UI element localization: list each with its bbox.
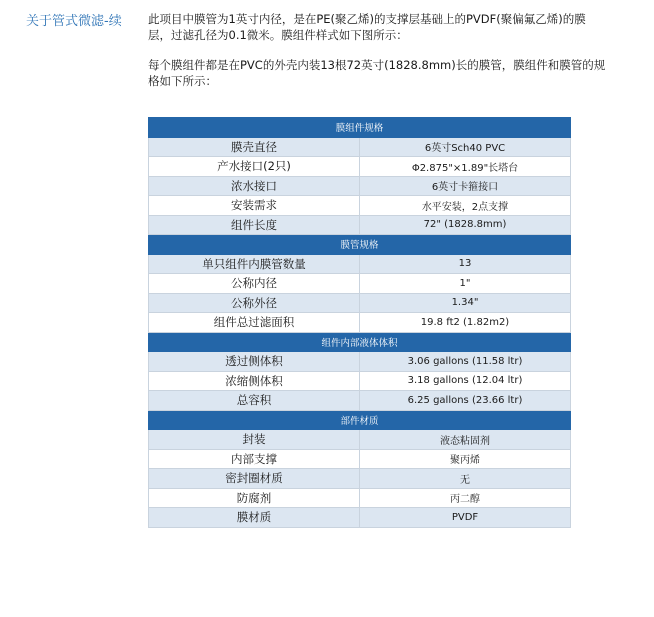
row-value: 19.8 ft2 (1.82m2): [360, 313, 571, 333]
table-row: [149, 157, 571, 177]
group-header-row: [149, 410, 571, 430]
row-value: 13: [360, 254, 571, 274]
row-value: Φ2.875"×1.89"长塔台: [360, 157, 571, 177]
row-label: 密封圈材质: [149, 469, 360, 489]
row-value: 3.18 gallons (12.04 ltr): [360, 371, 571, 391]
intro-paragraph-1: 此项目中膜管为1英寸内径，是在PE(聚乙烯)的支撑层基础上的PVDF(聚偏氟乙烯)的膜层，过滤孔径为0.1微米。膜组件样式如下图所示：: [148, 12, 586, 42]
table-row: [149, 254, 571, 274]
row-label: 组件总过滤面积: [149, 313, 360, 333]
spec-table-body: [149, 118, 571, 528]
row-label: 单只组件内膜管数量: [149, 254, 360, 274]
table-row: [149, 508, 571, 528]
spec-table: [148, 117, 571, 528]
row-value: 液态粘固剂: [360, 430, 571, 450]
group-header-row: [149, 332, 571, 352]
row-label: 膜壳直径: [149, 137, 360, 157]
table-row: [149, 215, 571, 235]
row-value: 6英寸Sch40 PVC: [360, 137, 571, 157]
group-header-row: [149, 235, 571, 255]
row-label: 产水接口(2只): [149, 157, 360, 177]
table-row: [149, 352, 571, 372]
row-label: 透过侧体积: [149, 352, 360, 372]
row-label: 总容积: [149, 391, 360, 411]
table-row: [149, 293, 571, 313]
row-value: 72" (1828.8mm): [360, 215, 571, 235]
row-value: 聚丙烯: [360, 449, 571, 469]
table-row: [149, 274, 571, 294]
row-label: 内部支撑: [149, 449, 360, 469]
table-row: [149, 137, 571, 157]
row-label: 安装需求: [149, 196, 360, 216]
row-value: 无: [360, 469, 571, 489]
row-label: 组件长度: [149, 215, 360, 235]
row-value: 1.34": [360, 293, 571, 313]
row-value: 1": [360, 274, 571, 294]
section-title: 关于管式微滤-续: [26, 14, 122, 29]
row-label: 防腐剂: [149, 488, 360, 508]
row-value: 3.06 gallons (11.58 ltr): [360, 352, 571, 372]
row-value: 6.25 gallons (23.66 ltr): [360, 391, 571, 411]
row-label: 公称外径: [149, 293, 360, 313]
row-value: 丙二醇: [360, 488, 571, 508]
table-row: [149, 371, 571, 391]
row-value: PVDF: [360, 508, 571, 528]
table-row: [149, 391, 571, 411]
row-label: 膜材质: [149, 508, 360, 528]
row-label: 浓水接口: [149, 176, 360, 196]
row-label: 封装: [149, 430, 360, 450]
row-label: 浓缩侧体积: [149, 371, 360, 391]
group-header: 膜组件规格: [149, 118, 571, 138]
group-header: 膜管规格: [149, 235, 571, 255]
table-row: [149, 313, 571, 333]
table-row: [149, 449, 571, 469]
table-row: [149, 430, 571, 450]
table-row: [149, 488, 571, 508]
row-value: 6英寸卡箍接口: [360, 176, 571, 196]
row-label: 公称内径: [149, 274, 360, 294]
group-header: 部件材质: [149, 410, 571, 430]
intro-paragraph-2: 每个膜组件都是在PVC的外壳内装13根72英寸(1828.8mm)长的膜管，膜组件和膜管的规格如下所示：: [148, 58, 606, 88]
table-row: [149, 469, 571, 489]
row-value: 水平安装，2点支撑: [360, 196, 571, 216]
group-header-row: [149, 118, 571, 138]
table-row: [149, 196, 571, 216]
table-row: [149, 176, 571, 196]
group-header: 组件内部液体体积: [149, 332, 571, 352]
